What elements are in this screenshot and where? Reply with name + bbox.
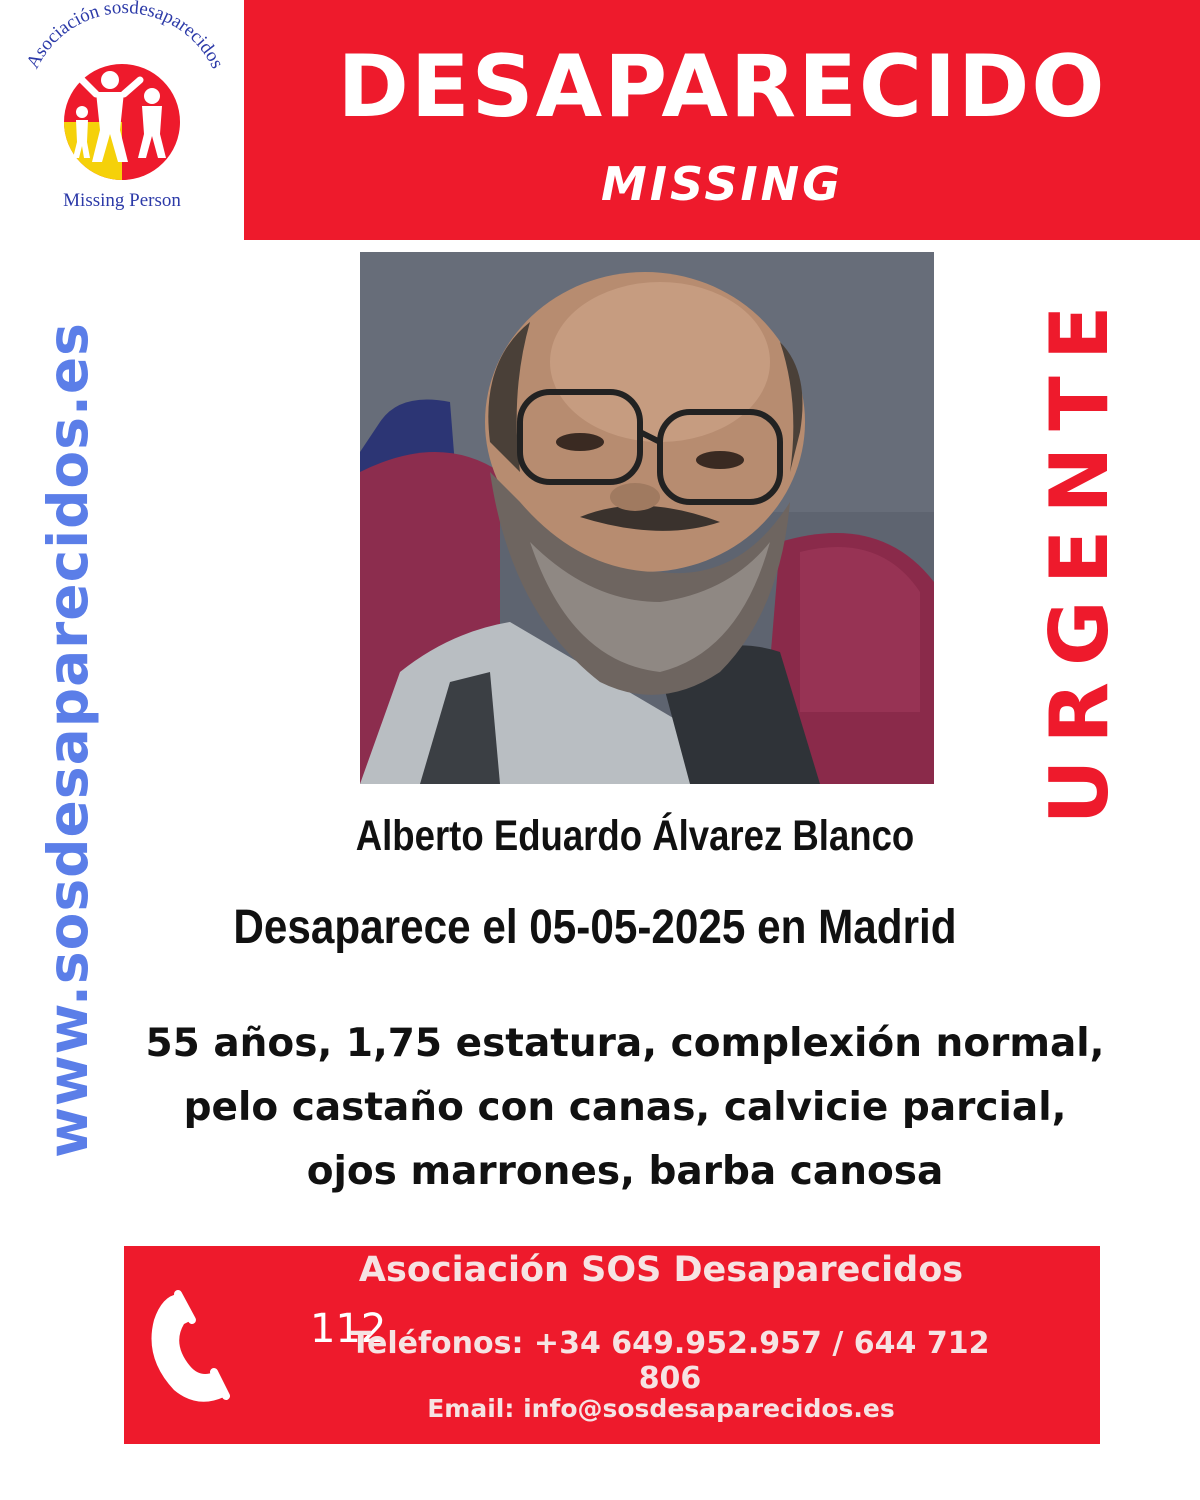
- emergency-number[interactable]: 112: [310, 1306, 387, 1352]
- person-photo-icon: [360, 252, 934, 784]
- organization-logo: [0, 0, 245, 240]
- description-line: 55 años, 1,75 estatura, complexión normal,: [145, 1021, 1105, 1066]
- person-photo: [360, 252, 934, 784]
- contact-email[interactable]: Email: info@sosdesaparecidos.es: [427, 1394, 895, 1423]
- urgent-label: URGENTE: [1033, 289, 1126, 825]
- website-url[interactable]: www.sosdesaparecidos.es: [36, 322, 100, 1158]
- logo-emblem-icon: [0, 0, 245, 240]
- poster-title: DESAPARECIDO: [337, 37, 1107, 137]
- description-line: pelo castaño con canas, calvicie parcial,: [183, 1085, 1067, 1130]
- contact-phones[interactable]: Teléfonos: +34 649.952.957 / 644 712 806: [350, 1326, 990, 1396]
- person-description: [110, 1012, 1140, 1204]
- disappearance-info: Desaparece el 05-05-2025 en Madrid: [233, 901, 957, 954]
- person-name: Alberto Eduardo Álvarez Blanco: [355, 812, 915, 860]
- svg-text:Asociación sosdesaparecidos: [22, 0, 227, 72]
- phone-icon: [140, 1286, 255, 1406]
- poster-subtitle: MISSING: [601, 157, 843, 211]
- contact-box: [124, 1246, 1100, 1444]
- header-banner: [244, 0, 1200, 240]
- logo-caption: Missing Person: [63, 190, 181, 211]
- organization-name: Asociación SOS Desaparecidos: [358, 1250, 964, 1290]
- logo-arc-text: Asociación sosdesaparecidos: [22, 0, 228, 73]
- description-line: ojos marrones, barba canosa: [306, 1149, 944, 1194]
